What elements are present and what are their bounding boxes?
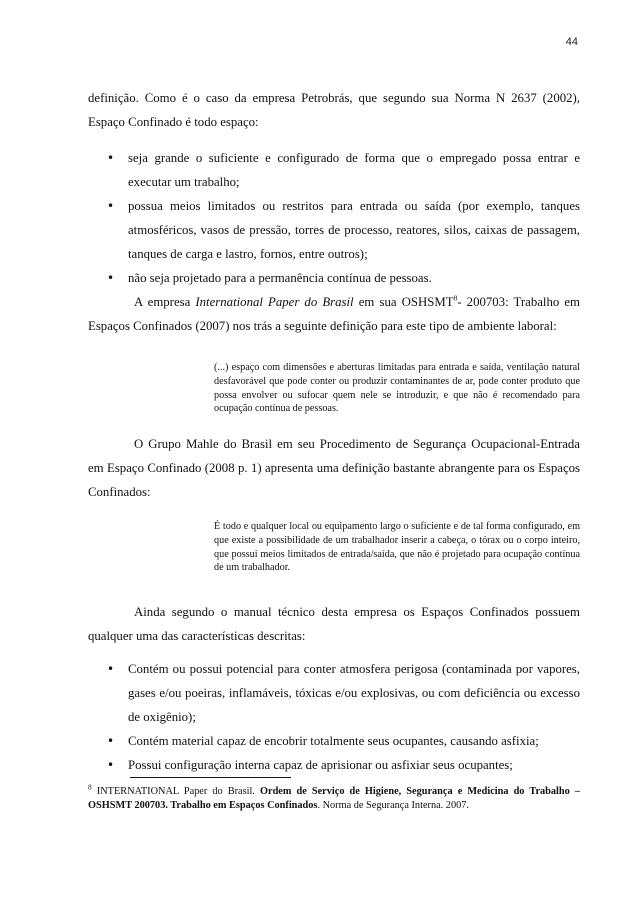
footnote-reference[interactable]: 8 — [453, 293, 458, 303]
list-item-text: possua meios limitados ou restritos para entrada ou saída (por exemplo, tanques atmosféricos, vasos de pressão, torres de processo, reatores, silos, caixas de passagem, tanques de carga e lastro, fornos, entre outros); — [128, 199, 580, 261]
list-item — [88, 729, 580, 753]
page-number: 44 — [565, 36, 578, 48]
list-item-text: Possui configuração interna capaz de aprisionar ou asfixiar seus ocupantes; — [128, 758, 513, 772]
paragraph-mahle: O Grupo Mahle do Brasil em seu Procedimento de Segurança Ocupacional-Entrada em Espaço Confinado (2008 p. 1) apresenta uma definição bastante abrangente para os Espaços Confinados: — [88, 437, 580, 499]
footnote-number: 8 — [88, 782, 92, 792]
bullet-icon: • — [107, 758, 115, 772]
bullet-list-characteristics — [88, 657, 580, 777]
footnote-title: Ordem de Serviço de Higiene, Segurança e Medicina do Trabalho – OSHSMT 200703. Trabalho em Espaços Confinados — [88, 786, 580, 811]
bullet-icon: • — [107, 734, 115, 748]
list-item — [88, 657, 580, 729]
paragraph-text: - 200703: Trabalho em Espaços Confinados (2007) nos trás a seguinte definição para este tipo de ambiente laboral: — [88, 295, 580, 333]
list-item-text: não seja projetado para a permanência contínua de pessoas. — [128, 271, 432, 285]
block-quote-international-paper: (...) espaço com dimensões e aberturas limitadas para entrada e saída, ventilação natural desfavorável que pode conter ou produzir contaminantes de ar, pode conter produto que possa envolver ou sufocar quem nele se introduzir, e que não é recomendado para ocupação contínua de pessoas. — [214, 362, 580, 415]
footnote-separator — [130, 777, 291, 778]
list-item-text: Contém material capaz de encobrir totalmente seus ocupantes, causando asfixia; — [128, 734, 539, 748]
bullet-icon: • — [107, 199, 115, 213]
bullet-icon: • — [107, 662, 115, 676]
paragraph-text: em sua OSHSMT — [353, 295, 454, 309]
footnote-tail: . Norma de Segurança Interna. 2007. — [317, 800, 469, 811]
list-item-text: Contém ou possui potencial para conter atmosfera perigosa (contaminada por vapores, gases e/ou poeiras, inflamáveis, tóxicas e/ou explosivas, ou com deficiência ou excesso de oxigênio); — [128, 662, 580, 724]
footnote-lead: INTERNATIONAL Paper do Brasil. — [91, 786, 260, 797]
paragraph-text: A empresa — [134, 295, 196, 309]
company-name: International Paper do Brasil — [195, 295, 354, 309]
list-item — [88, 194, 580, 266]
bullet-icon: • — [107, 151, 115, 165]
list-item — [88, 146, 580, 194]
block-quote-mahle: É todo e qualquer local ou equipamento largo o suficiente e de tal forma configurado, em que existe a possibilidade de um trabalhador inserir a cabeça, o tórax ou o corpo inteiro, que possui meios limitados de entrada/saída, que não é projetado para ocupação contínua de um trabalhador. — [214, 521, 580, 574]
list-item — [88, 266, 580, 290]
paragraph-petrobras: definição. Como é o caso da empresa Petrobrás, que segundo sua Norma N 2637 (2002), Espaço Confinado é todo espaço: — [88, 91, 580, 129]
footnote — [88, 782, 580, 813]
paragraph-international-paper — [88, 290, 580, 338]
bullet-icon: • — [107, 271, 115, 285]
bullet-list-petrobras — [88, 146, 580, 290]
paragraph-characteristics: Ainda segundo o manual técnico desta empresa os Espaços Confinados possuem qualquer uma das características descritas: — [88, 605, 580, 643]
list-item — [88, 753, 580, 777]
list-item-text: seja grande o suficiente e configurado de forma que o empregado possa entrar e executar um trabalho; — [128, 151, 580, 189]
